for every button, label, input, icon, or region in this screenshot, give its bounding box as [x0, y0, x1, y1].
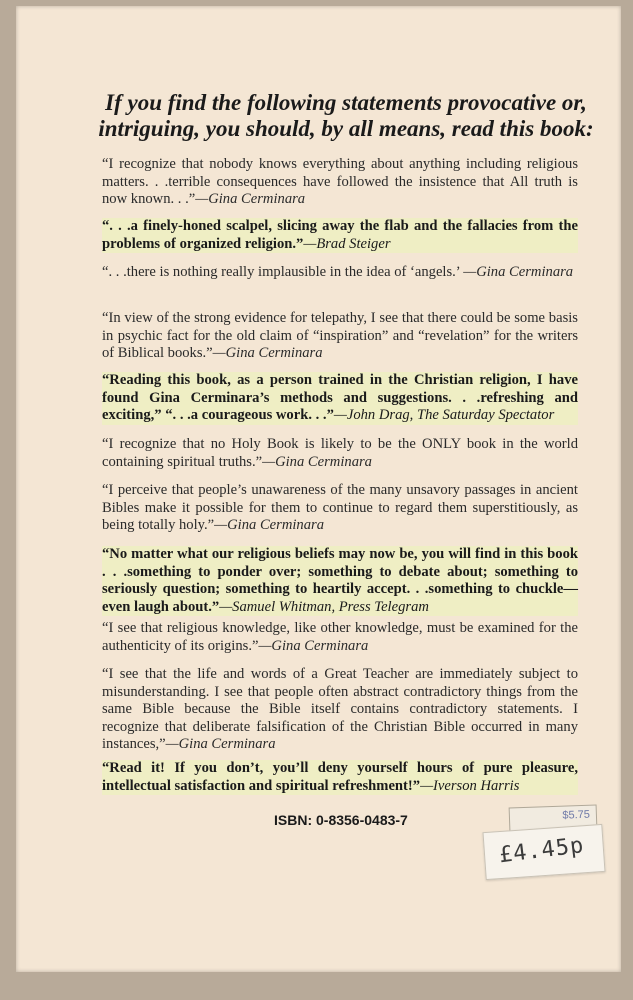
quote-6-attribution: —Gina Cerminara: [262, 453, 372, 470]
quote-9-text: “I see that religious knowledge, like other knowledge, must be examined for the authenticity of its origins.”: [102, 620, 578, 654]
quote-3-attribution: —Gina Cerminara: [463, 264, 574, 280]
quote-10: [102, 666, 578, 754]
isbn-number: ISBN: 0-8356-0483-7: [274, 812, 408, 828]
quote-6-text: “I recognize that no Holy Book is likely to be the ONLY book in the world containing spiritual truths.”: [102, 436, 578, 470]
quote-1: [102, 156, 578, 209]
old-price-sticker-text: $5.75: [562, 808, 591, 822]
quote-2: [102, 218, 578, 253]
quote-10-text: “I see that the life and words of a Great Teacher are immediately subject to misunderstanding. I see that people often abstract contradictory things from the same Bible because the Bible itself contains contradictory statements. I recognize that deliberate falsification of the Christian Bible occurred in many instances,”: [102, 666, 578, 753]
price-sticker: [482, 824, 605, 880]
quote-8: [102, 546, 578, 616]
quote-6: [102, 436, 578, 471]
quote-7: [102, 482, 578, 535]
book-back-cover: [16, 6, 621, 972]
quote-3: [102, 264, 578, 282]
quote-9-attribution: —Gina Cerminara: [258, 637, 369, 654]
quote-2-attribution: —Brad Steiger: [303, 235, 391, 252]
quote-8-text: “No matter what our religious beliefs may now be, you will find in this book . . .something to ponder over; something to debate about; something to seriously question; something to heartily accept. . .something to chuckle—even laugh about.”: [102, 546, 578, 615]
quote-5-attribution: —John Drag, The Saturday Spectator: [333, 407, 555, 424]
intro-heading-line-2: intriguing, you should, by all means, read this book:: [98, 116, 594, 141]
quote-7-attribution: —Gina Cerminara: [214, 517, 325, 534]
intro-heading: [86, 90, 606, 142]
quote-2-text: “. . .a finely-honed scalpel, slicing away the flab and the fallacies from the problems of organized religion.”: [102, 218, 578, 252]
quote-11-text: “Read it! If you don’t, you’ll deny yourself hours of pure pleasure, intellectual satisfaction and spiritual refreshment!”: [102, 760, 578, 794]
quote-5: [102, 372, 578, 425]
quote-1-text: “I recognize that nobody knows everything about anything including religious matters. . .terrible consequences have followed the insistence that All truth is now known. . .”: [102, 156, 578, 208]
quote-1-attribution: —Gina Cerminara: [195, 191, 306, 208]
quote-7-text: “I perceive that people’s unawareness of the many unsavory passages in ancient Bibles make it possible for them to continue to regard them superstitiously, as being totally holy.”: [102, 482, 578, 534]
quote-5-text: “Reading this book, as a person trained in the Christian religion, I have found Gina Cerminara’s methods and suggestions. . .refreshing and exciting,” “. . .a courageous work. . .”: [102, 372, 578, 424]
quote-4-attribution: —Gina Cerminara: [212, 345, 323, 362]
quote-11: [102, 760, 578, 795]
quote-9: [102, 620, 578, 655]
quote-8-attribution: —Samuel Whitman, Press Telegram: [219, 598, 429, 615]
quote-3-text: “. . .there is nothing really implausible in the idea of ‘angels.’: [102, 264, 460, 280]
quote-4: [102, 310, 578, 363]
price-sticker-text: £4.45p: [497, 833, 586, 869]
quote-4-text: “In view of the strong evidence for telepathy, I see that there could be some basis in psychic fact for the old claim of “inspiration” and “revelation” for the writers of Biblical books.”: [102, 310, 578, 362]
quote-11-attribution: —Iverson Harris: [420, 777, 520, 794]
intro-heading-line-1: If you find the following statements provocative or,: [105, 90, 587, 115]
quote-10-attribution: —Gina Cerminara: [165, 736, 276, 753]
